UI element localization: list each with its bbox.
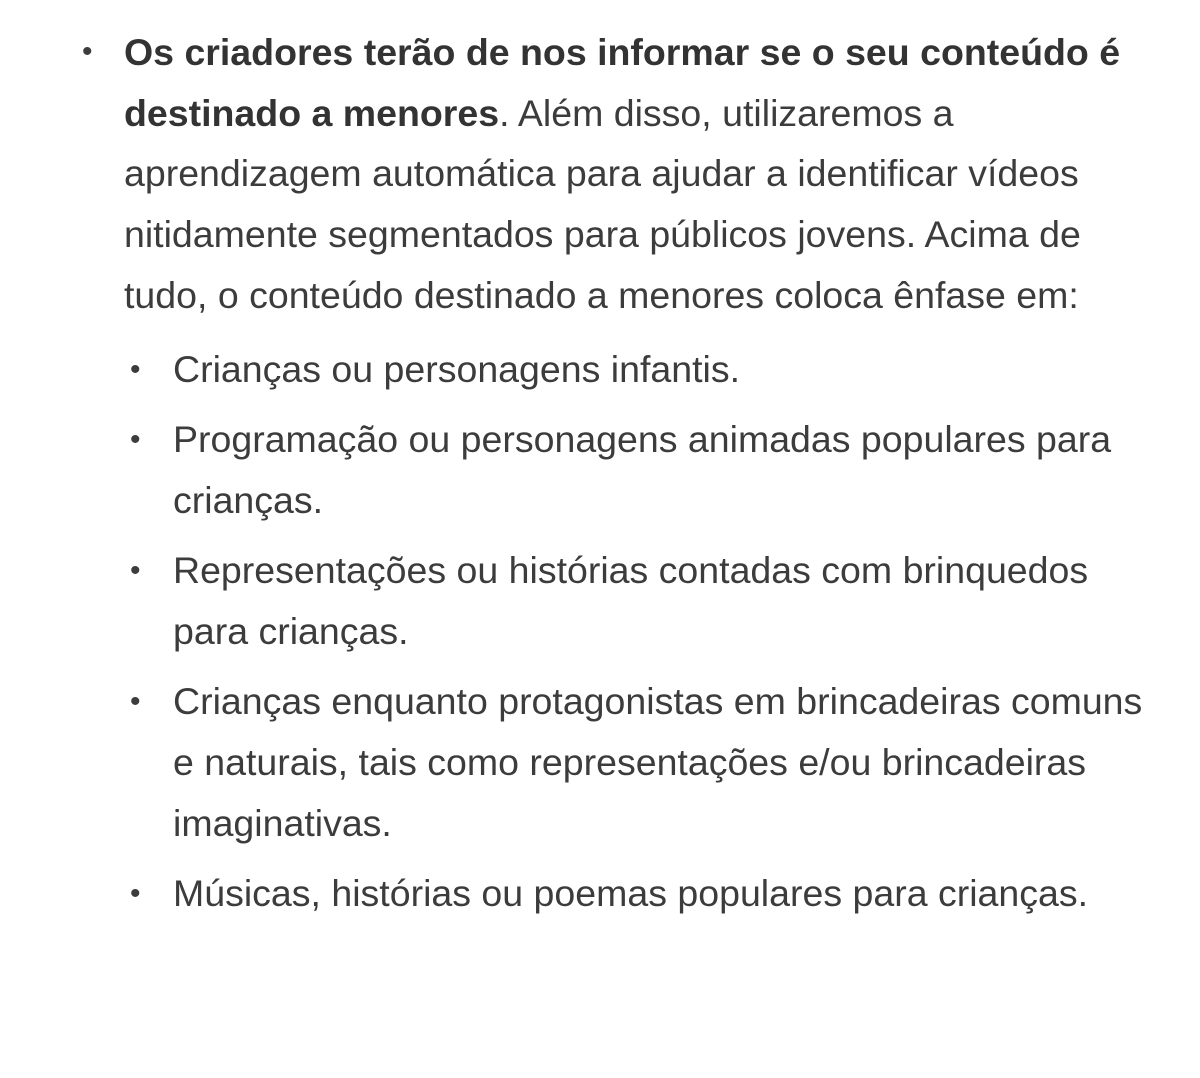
list-item (130, 339, 1163, 400)
bullet-icon: • (130, 684, 141, 718)
list-item (130, 540, 1163, 662)
bullet-icon: • (82, 35, 93, 68)
list-item-text: Crianças ou personagens infantis. (173, 347, 741, 390)
list-item (130, 863, 1163, 924)
list-item (130, 409, 1163, 531)
bullet-icon: • (130, 352, 141, 386)
list-item-text: Representações ou histórias contadas com brinquedos para crianças. (173, 548, 1089, 652)
list-item-main (82, 22, 1164, 924)
list-item-text: Crianças enquanto protagonistas em brincadeiras comuns e naturais, tais como representações e/ou brincadeiras imaginativas. (173, 679, 1143, 844)
list-item-text: Músicas, histórias ou poemas populares para crianças. (173, 871, 1089, 914)
list-item-text: Programação ou personagens animadas populares para crianças. (173, 417, 1112, 521)
bold-lead-text: Os criadores terão de nos informar se o seu conteúdo é destinado a menores (124, 31, 1121, 134)
paragraph-text: . Além disso, utilizaremos a aprendizagem automática para ajudar a identificar vídeos nitidamente segmentados para públicos jovens. Acima de tudo, o conteúdo destinado a menores coloca ênfase em: (124, 91, 1081, 316)
bullet-icon: • (130, 553, 141, 587)
bullet-icon: • (130, 876, 141, 910)
sub-bullet-list (124, 339, 1164, 924)
bullet-icon: • (130, 422, 141, 456)
list-item (130, 671, 1163, 854)
